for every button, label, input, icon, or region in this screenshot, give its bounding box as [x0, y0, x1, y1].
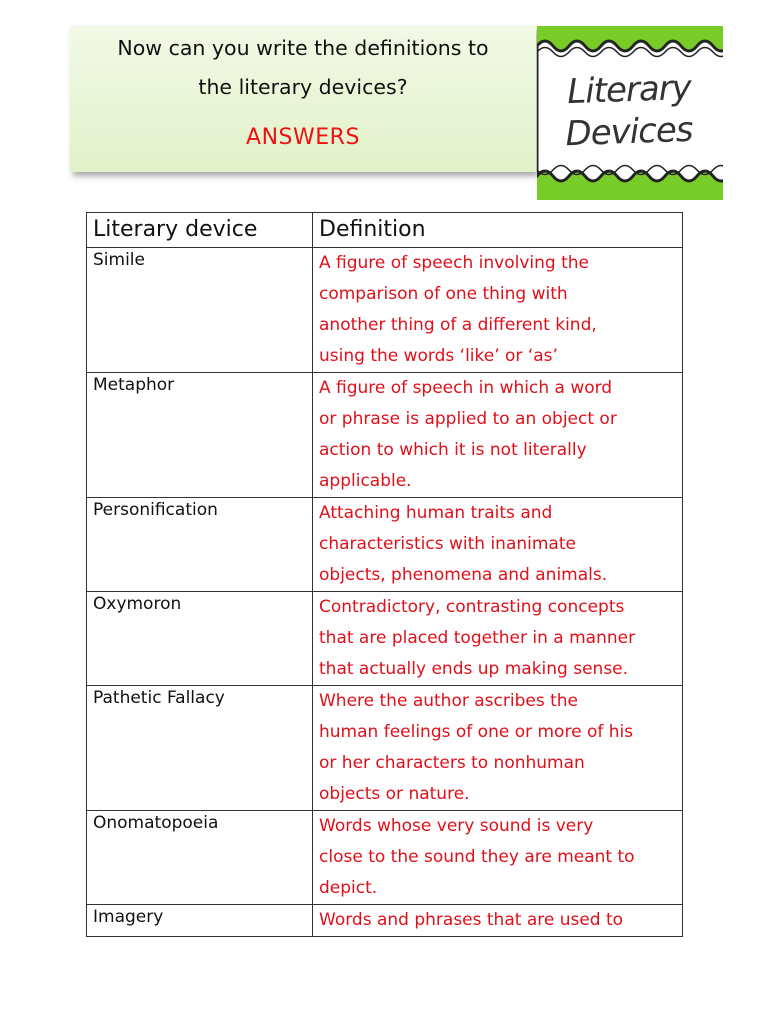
device-definition — [313, 498, 683, 592]
logo-text-literary: Literary — [566, 67, 692, 113]
table-header-row — [87, 213, 683, 248]
device-term: Simile — [87, 248, 313, 373]
instruction-line-1: Now can you write the definitions to — [117, 36, 489, 60]
definition-line: action to which it is not literally — [319, 440, 587, 460]
table-row — [87, 498, 683, 592]
definition-line: characteristics with inanimate — [319, 534, 576, 554]
device-definition — [313, 905, 683, 937]
definition-line: comparison of one thing with — [319, 284, 568, 304]
definition-line: or phrase is applied to an object or — [319, 409, 617, 429]
definition-line: Where the author ascribes the — [319, 691, 578, 711]
logo-text-devices: Devices — [564, 109, 694, 155]
table-row — [87, 811, 683, 905]
device-term: Oxymoron — [87, 592, 313, 686]
definition-line: another thing of a different kind, — [319, 315, 597, 335]
device-definition — [313, 811, 683, 905]
answers-label: ANSWERS — [246, 125, 360, 150]
definition-line: Contradictory, contrasting concepts — [319, 597, 625, 617]
definition-line: objects or nature. — [319, 784, 470, 804]
instruction-line-2: the literary devices? — [198, 75, 408, 99]
column-header-definition: Definition — [313, 213, 683, 248]
instruction-box — [70, 26, 536, 172]
definition-line: using the words ‘like’ or ‘as’ — [319, 346, 558, 366]
definition-line: objects, phenomena and animals. — [319, 565, 608, 585]
table-row — [87, 905, 683, 937]
literary-devices-logo — [537, 26, 723, 200]
definition-line: that are placed together in a manner — [319, 628, 636, 648]
table-row — [87, 248, 683, 373]
column-header-device: Literary device — [87, 213, 313, 248]
table-row — [87, 686, 683, 811]
device-term: Personification — [87, 498, 313, 592]
device-term: Metaphor — [87, 373, 313, 498]
device-term: Imagery — [87, 905, 313, 937]
definition-line: human feelings of one or more of his — [319, 722, 634, 742]
definition-line: that actually ends up making sense. — [319, 659, 629, 679]
device-term: Onomatopoeia — [87, 811, 313, 905]
definition-line: applicable. — [319, 471, 412, 491]
device-term: Pathetic Fallacy — [87, 686, 313, 811]
definition-line: A figure of speech involving the — [319, 253, 589, 273]
definition-line: Attaching human traits and — [319, 503, 553, 523]
device-definition — [313, 686, 683, 811]
definition-line: or her characters to nonhuman — [319, 753, 585, 773]
definition-line: depict. — [319, 878, 378, 898]
definition-line: Words and phrases that are used to — [319, 910, 624, 930]
table-row — [87, 373, 683, 498]
definition-line: close to the sound they are meant to — [319, 847, 635, 867]
definition-line: Words whose very sound is very — [319, 816, 594, 836]
table-row — [87, 592, 683, 686]
literary-devices-table — [86, 212, 683, 937]
device-definition — [313, 248, 683, 373]
device-definition — [313, 373, 683, 498]
definition-line: A figure of speech in which a word — [319, 378, 613, 398]
device-definition — [313, 592, 683, 686]
